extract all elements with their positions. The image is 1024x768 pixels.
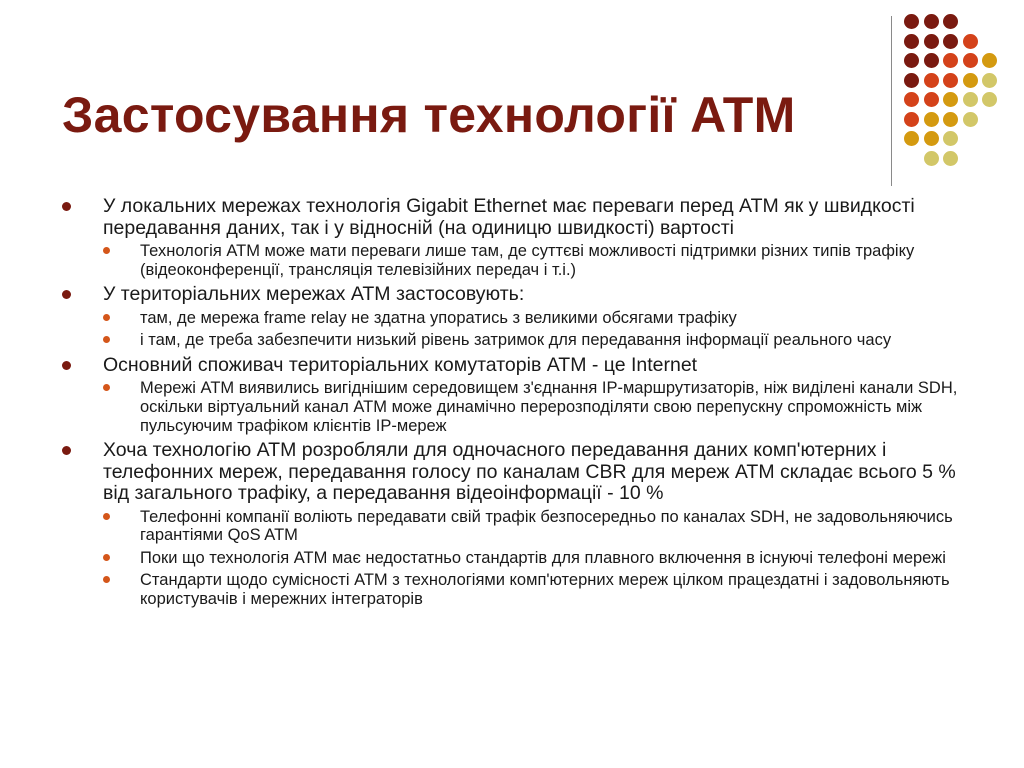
decorative-dot (963, 73, 978, 88)
sub-bullet-item (103, 508, 962, 545)
sub-bullet-icon (103, 314, 110, 321)
sub-bullet-icon (103, 576, 110, 583)
decorative-dot (963, 112, 978, 127)
decorative-dot (943, 112, 958, 127)
decorative-dot (982, 92, 997, 107)
sub-bullet-list (103, 242, 962, 279)
decorative-dot (943, 34, 958, 49)
bullet-text: Основний споживач територіальних комутаторів ATM - це Internet (103, 353, 698, 376)
sub-bullet-item (103, 242, 962, 279)
decorative-dot (904, 14, 919, 29)
slide-title: Застосування технології ATM (62, 87, 796, 143)
decorative-dot (943, 53, 958, 68)
bullet-icon (62, 290, 71, 299)
sub-bullet-item (103, 379, 962, 435)
decorative-dot (924, 53, 939, 68)
sub-bullet-list (103, 309, 962, 350)
sub-bullet-item (103, 549, 962, 568)
decorative-dot (904, 112, 919, 127)
decorative-dot (924, 112, 939, 127)
sub-bullet-item (103, 309, 962, 328)
bullet-list (62, 196, 962, 609)
decorative-dot-grid (904, 14, 1014, 164)
decorative-dot (904, 53, 919, 68)
divider-line (891, 16, 892, 186)
bullet-item (62, 196, 962, 279)
bullet-icon (62, 361, 71, 370)
decorative-dot (943, 73, 958, 88)
sub-bullet-text: Мережі ATM виявились вигіднішим середовищем з'єднання IP-маршрутизаторів, ніж виділені канали SDH, оскільки віртуальний канал ATM може динамічно перерозподіляти свою перепускну спроможність між пульсуючим трафіком клієнтів IP-мереж (140, 379, 958, 435)
bullet-text: Хоча технологію ATM розробляли для одночасного передавання даних комп'ютерних і телефонних мереж, передавання голосу по каналам CBR для мереж ATM складає всього 5 % від загального трафіку, а передавання відеоінформації - 10 % (103, 439, 956, 505)
decorative-dot (904, 34, 919, 49)
decorative-dot (924, 151, 939, 166)
decorative-dot (904, 92, 919, 107)
bullet-text: У територіальних мережах ATM застосовують: (103, 283, 525, 306)
bullet-item (62, 284, 962, 350)
slide-content (62, 196, 962, 614)
sub-bullet-text: там, де мережа frame relay не здатна упоратись з великими обсягами трафіку (140, 308, 737, 327)
sub-bullet-icon (103, 513, 110, 520)
decorative-dot (904, 73, 919, 88)
decorative-dot (904, 131, 919, 146)
bullet-icon (62, 446, 71, 455)
sub-bullet-list (103, 508, 962, 609)
sub-bullet-text: Технологія ATM може мати переваги лише там, де суттєві можливості підтримки різних типів трафіку (відеоконференції, трансляція телевізійних передач і т.і.) (140, 242, 915, 279)
sub-bullet-text: Телефонні компанії воліють передавати свій трафік безпосередньо по каналах SDH, не задовольняючись гарантіями QoS ATM (140, 507, 953, 545)
sub-bullet-icon (103, 247, 110, 254)
bullet-item (62, 440, 962, 608)
sub-bullet-icon (103, 336, 110, 343)
sub-bullet-icon (103, 554, 110, 561)
sub-bullet-text: Поки що технологія ATM має недостатньо стандартів для плавного включення в існуючі телефоні мережі (140, 548, 946, 567)
decorative-dot (924, 14, 939, 29)
bullet-text: У локальних мережах технологія Gigabit Ethernet має переваги перед ATM як у швидкості передавання даних, так і у відносній (на одиницю швидкості) вартості (103, 195, 915, 239)
decorative-dot (982, 73, 997, 88)
bullet-icon (62, 202, 71, 211)
decorative-dot (924, 92, 939, 107)
decorative-dot (924, 131, 939, 146)
sub-bullet-icon (103, 384, 110, 391)
decorative-dot (924, 34, 939, 49)
decorative-dot (943, 14, 958, 29)
sub-bullet-list (103, 379, 962, 435)
sub-bullet-text: і там, де треба забезпечити низький рівень затримок для передавання інформації реального часу (140, 331, 892, 350)
decorative-dot (943, 131, 958, 146)
decorative-dot (963, 53, 978, 68)
decorative-dot (924, 73, 939, 88)
decorative-dot (943, 151, 958, 166)
decorative-dot (963, 92, 978, 107)
bullet-item (62, 355, 962, 435)
sub-bullet-text: Стандарти щодо сумісності ATM з технологіями комп'ютерних мереж цілком працездатні і задовольняють користувачів і мережних інтеграторів (140, 571, 950, 609)
decorative-dot (982, 53, 997, 68)
sub-bullet-item (103, 571, 962, 608)
sub-bullet-item (103, 331, 962, 350)
decorative-dot (963, 34, 978, 49)
decorative-dot (943, 92, 958, 107)
